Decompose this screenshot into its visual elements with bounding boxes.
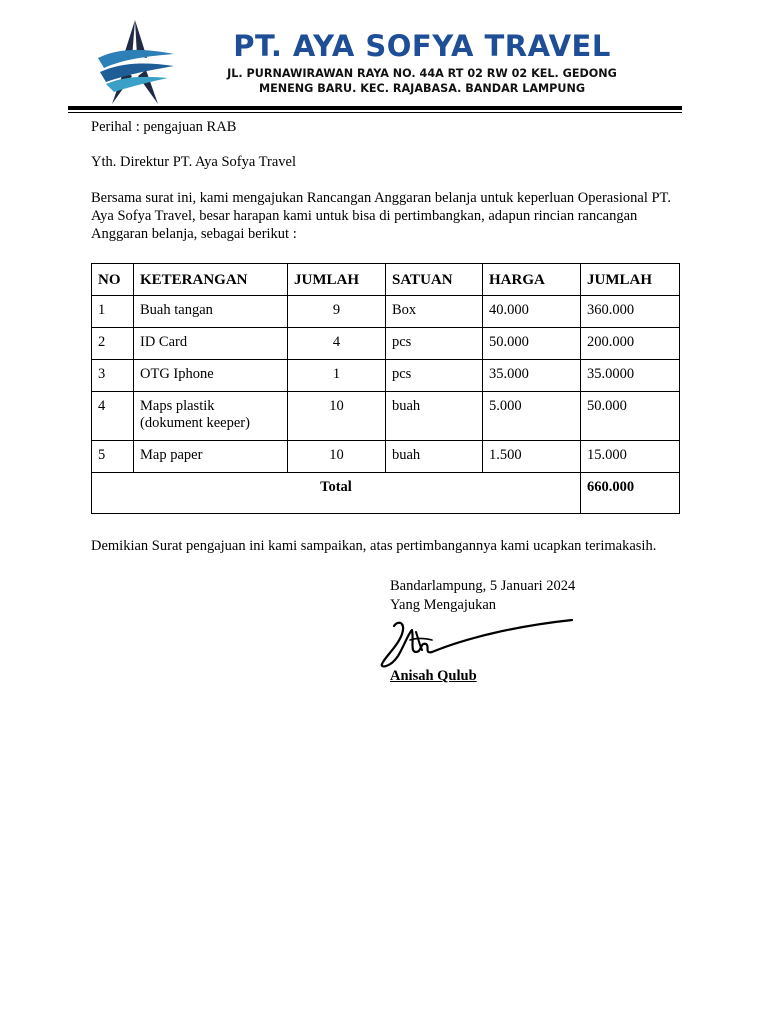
cell-no: 5 bbox=[92, 441, 134, 473]
cell-no: 1 bbox=[92, 296, 134, 328]
cell-total: 50.000 bbox=[581, 392, 680, 441]
closing-paragraph: Demikian Surat pengajuan ini kami sampaikan, atas pertimbangannya kami ucapkan terimakasih. bbox=[91, 538, 657, 554]
cell-total: 200.000 bbox=[581, 328, 680, 360]
cell-satuan: buah bbox=[386, 441, 483, 473]
cell-satuan: buah bbox=[386, 392, 483, 441]
cell-satuan: Box bbox=[386, 296, 483, 328]
header-satuan: SATUAN bbox=[386, 264, 483, 296]
cell-keterangan: Buah tangan bbox=[134, 296, 288, 328]
cell-jumlah: 9 bbox=[288, 296, 386, 328]
star-wave-logo-icon bbox=[92, 18, 178, 106]
cell-harga: 40.000 bbox=[483, 296, 581, 328]
table-total-row bbox=[92, 473, 680, 514]
cell-no: 2 bbox=[92, 328, 134, 360]
header-keterangan: KETERANGAN bbox=[134, 264, 288, 296]
cell-satuan: pcs bbox=[386, 328, 483, 360]
budget-table bbox=[91, 263, 680, 514]
header-jumlah: JUMLAH bbox=[288, 264, 386, 296]
table-row bbox=[92, 441, 680, 473]
cell-keterangan: ID Card bbox=[134, 328, 288, 360]
letterhead-divider-thick bbox=[68, 106, 682, 110]
header-jumlah-total: JUMLAH bbox=[581, 264, 680, 296]
cell-jumlah: 1 bbox=[288, 360, 386, 392]
cell-jumlah: 4 bbox=[288, 328, 386, 360]
cell-no: 4 bbox=[92, 392, 134, 441]
intro-paragraph: Bersama surat ini, kami mengajukan Rancangan Anggaran belanja untuk keperluan Operasional PT. Aya Sofya Travel, besar harapan kami untuk bisa di pertimbangkan, adapun rincian rancangan Anggaran belanja, sebagai berikut : bbox=[91, 190, 671, 242]
handwritten-signature-icon bbox=[376, 612, 576, 672]
addressee-line: Yth. Direktur PT. Aya Sofya Travel bbox=[91, 154, 297, 170]
cell-harga: 5.000 bbox=[483, 392, 581, 441]
cell-keterangan-line-1: Maps plastik bbox=[140, 398, 215, 414]
address-line-1: JL. PURNAWIRAWAN RAYA NO. 44A RT 02 RW 02 KEL. GEDONG bbox=[227, 67, 617, 80]
cell-keterangan: OTG Iphone bbox=[134, 360, 288, 392]
table-row bbox=[92, 328, 680, 360]
cell-total: 360.000 bbox=[581, 296, 680, 328]
subject-line: Perihal : pengajuan RAB bbox=[91, 119, 237, 135]
cell-harga: 35.000 bbox=[483, 360, 581, 392]
signature-place-date: Bandarlampung, 5 Januari 2024 bbox=[390, 578, 576, 594]
cell-satuan: pcs bbox=[386, 360, 483, 392]
cell-keterangan-line-2: (dokument keeper) bbox=[140, 415, 250, 431]
cell-no: 3 bbox=[92, 360, 134, 392]
table-row bbox=[92, 360, 680, 392]
total-value: 660.000 bbox=[581, 473, 680, 514]
header-no: NO bbox=[92, 264, 134, 296]
header-harga: HARGA bbox=[483, 264, 581, 296]
company-address bbox=[204, 66, 640, 96]
cell-keterangan bbox=[134, 392, 288, 441]
company-name: PT. AYA SOFYA TRAVEL bbox=[233, 29, 611, 63]
cell-total: 15.000 bbox=[581, 441, 680, 473]
cell-jumlah: 10 bbox=[288, 441, 386, 473]
signatory-name: Anisah Qulub bbox=[390, 668, 477, 684]
letterhead-divider-thin bbox=[68, 112, 682, 113]
table-row bbox=[92, 296, 680, 328]
cell-keterangan: Map paper bbox=[134, 441, 288, 473]
cell-total: 35.0000 bbox=[581, 360, 680, 392]
total-label: Total bbox=[92, 473, 581, 514]
address-line-2: MENENG BARU. KEC. RAJABASA. BANDAR LAMPUNG bbox=[258, 82, 586, 95]
cell-jumlah: 10 bbox=[288, 392, 386, 441]
table-row bbox=[92, 392, 680, 441]
cell-harga: 50.000 bbox=[483, 328, 581, 360]
cell-harga: 1.500 bbox=[483, 441, 581, 473]
table-header-row bbox=[92, 264, 680, 296]
signature-role: Yang Mengajukan bbox=[390, 597, 497, 613]
